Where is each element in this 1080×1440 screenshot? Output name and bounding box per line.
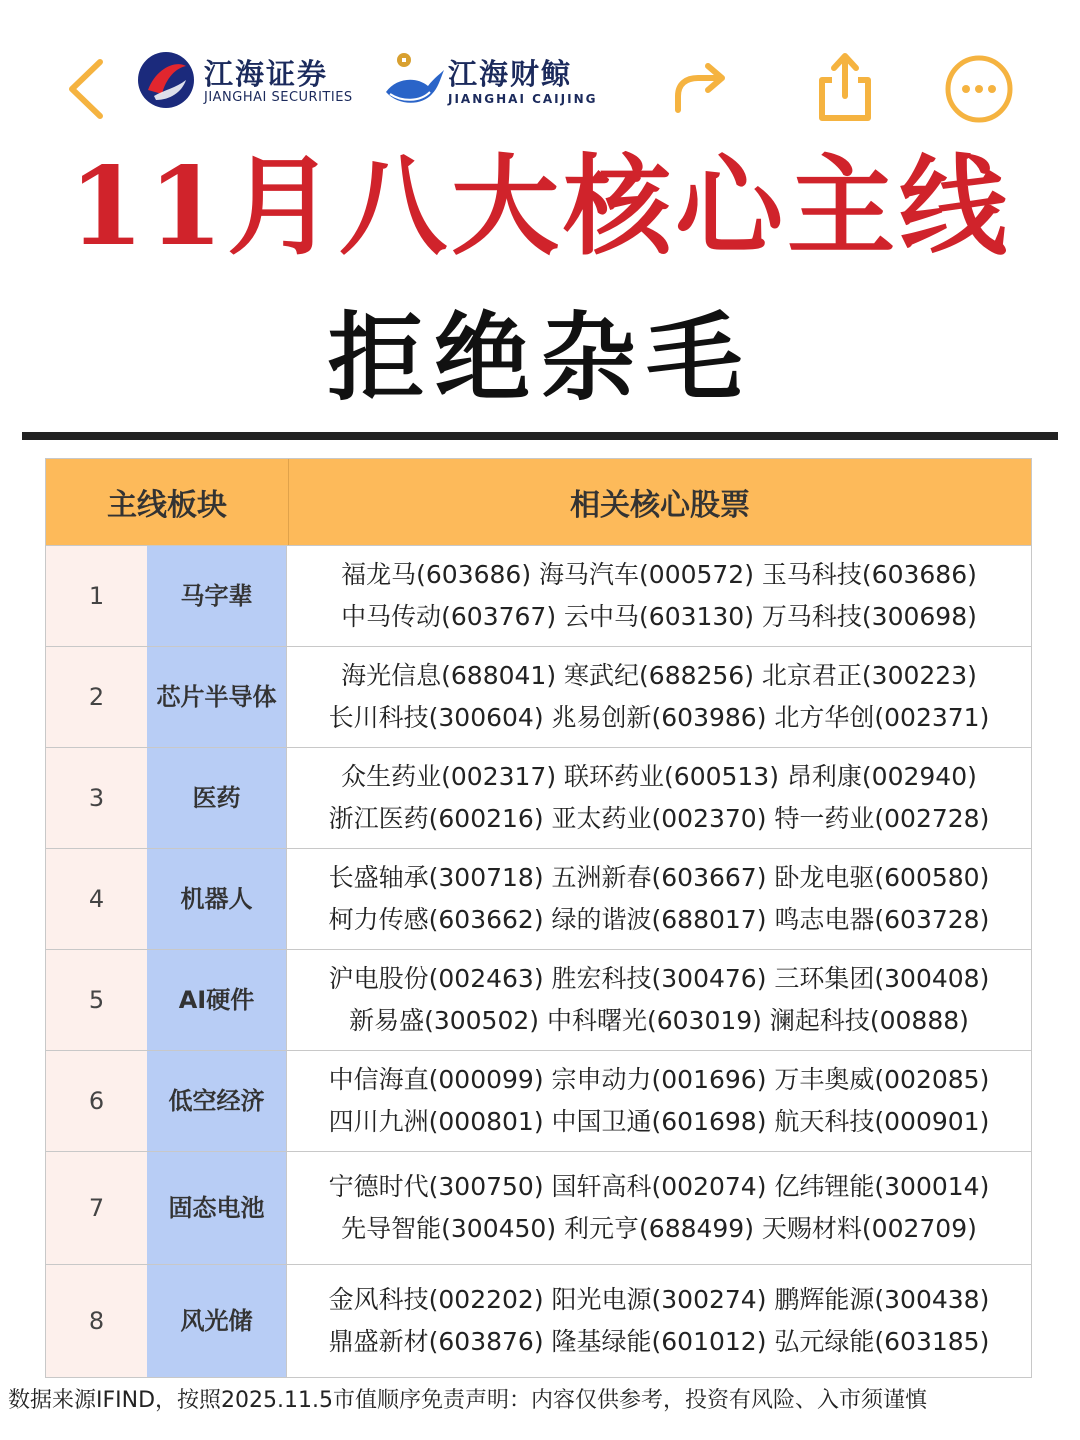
row-sector: 固态电池 xyxy=(147,1152,287,1264)
row-stocks xyxy=(287,1152,1031,1264)
table-row xyxy=(46,1151,1031,1264)
header-stocks: 相关核心股票 xyxy=(570,488,750,523)
stocks-line-2: 长川科技(300604) 兆易创新(603986) 北方华创(002371) xyxy=(328,703,990,732)
stocks-line-1: 众生药业(002317) 联环药业(600513) 昂利康(002940) xyxy=(341,762,977,791)
disclaimer-footer: 数据来源IFIND，按照2025.11.5市值顺序免责声明：内容仅供参考，投资有风险、入市须谨慎 xyxy=(8,1388,927,1413)
share-button[interactable] xyxy=(668,58,732,118)
stocks-table xyxy=(45,458,1032,1378)
header-sector: 主线板块 xyxy=(46,459,289,545)
row-number: 1 xyxy=(46,546,147,646)
jianghai-securities-logo xyxy=(136,50,376,120)
row-sector: 风光储 xyxy=(147,1265,287,1377)
back-button[interactable] xyxy=(58,54,118,124)
table-row xyxy=(46,747,1031,848)
stocks-line-2: 柯力传感(603662) 绿的谐波(688017) 鸣志电器(603728) xyxy=(328,905,990,934)
more-dots-icon xyxy=(944,54,1014,124)
row-number: 7 xyxy=(46,1152,147,1264)
stocks-line-1: 福龙马(603686) 海马汽车(000572) 玉马科技(603686) xyxy=(341,560,977,589)
stocks-line-1: 海光信息(688041) 寒武纪(688256) 北京君正(300223) xyxy=(341,661,977,690)
row-number: 5 xyxy=(46,950,147,1050)
stocks-line-1: 沪电股份(002463) 胜宏科技(300476) 三环集团(300408) xyxy=(328,964,990,993)
stocks-line-1: 长盛轴承(300718) 五洲新春(603667) 卧龙电驱(600580) xyxy=(328,863,990,892)
row-stocks xyxy=(287,748,1031,848)
row-sector: 马字辈 xyxy=(147,546,287,646)
row-stocks xyxy=(287,1265,1031,1377)
stocks-line-1: 宁德时代(300750) 国轩高科(002074) 亿纬锂能(300014) xyxy=(328,1172,990,1201)
logo2-subtitle: JIANGHAI CAIJING xyxy=(448,92,598,106)
row-sector: 低空经济 xyxy=(147,1051,287,1151)
divider xyxy=(22,432,1058,440)
row-sector: 医药 xyxy=(147,748,287,848)
row-stocks xyxy=(287,950,1031,1050)
page-subtitle: 拒绝杂毛 xyxy=(328,301,752,414)
row-sector: 芯片半导体 xyxy=(147,647,287,747)
stocks-line-2: 中马传动(603767) 云中马(603130) 万马科技(300698) xyxy=(341,602,977,631)
more-options-button[interactable] xyxy=(944,54,1014,124)
top-bar xyxy=(0,30,1080,145)
row-stocks xyxy=(287,849,1031,949)
row-number: 6 xyxy=(46,1051,147,1151)
table-row xyxy=(46,1264,1031,1377)
logo1-subtitle: JIANGHAI SECURITIES xyxy=(204,90,353,105)
row-number: 4 xyxy=(46,849,147,949)
upload-icon xyxy=(812,50,878,124)
stocks-line-2: 鼎盛新材(603876) 隆基绿能(601012) 弘元绿能(603185) xyxy=(328,1327,990,1356)
row-stocks xyxy=(287,1051,1031,1151)
row-number: 2 xyxy=(46,647,147,747)
row-stocks xyxy=(287,546,1031,646)
upload-share-button[interactable] xyxy=(812,50,878,124)
forward-arrow-icon xyxy=(668,58,732,118)
row-sector: 机器人 xyxy=(147,849,287,949)
table-row xyxy=(46,545,1031,646)
table-row xyxy=(46,1050,1031,1151)
stocks-line-2: 先导智能(300450) 利元亨(688499) 天赐材料(002709) xyxy=(341,1214,977,1243)
stocks-line-2: 四川九洲(000801) 中国卫通(601698) 航天科技(000901) xyxy=(328,1107,990,1136)
stocks-line-1: 中信海直(000099) 宗申动力(001696) 万丰奥威(002085) xyxy=(328,1065,990,1094)
stocks-line-2: 新易盛(300502) 中科曙光(603019) 澜起科技(00888) xyxy=(349,1006,969,1035)
logo2-name: 江海财鲸 xyxy=(448,57,573,91)
stocks-line-2: 浙江医药(600216) 亚太药业(002370) 特一药业(002728) xyxy=(328,804,990,833)
row-sector: AI硬件 xyxy=(147,950,287,1050)
chevron-left-icon xyxy=(58,54,118,124)
whale-logo-icon xyxy=(382,48,446,112)
jianghai-caijing-logo xyxy=(382,48,602,118)
page-title: 11月八大核心主线 xyxy=(68,144,1012,270)
row-number: 3 xyxy=(46,748,147,848)
stocks-line-1: 金风科技(002202) 阳光电源(300274) 鹏辉能源(300438) xyxy=(328,1285,990,1314)
securities-logo-icon xyxy=(136,50,196,110)
table-row xyxy=(46,646,1031,747)
table-header xyxy=(46,459,1031,545)
row-number: 8 xyxy=(46,1265,147,1377)
logo1-name: 江海证券 xyxy=(204,57,329,91)
table-row xyxy=(46,848,1031,949)
row-stocks xyxy=(287,647,1031,747)
table-row xyxy=(46,949,1031,1050)
